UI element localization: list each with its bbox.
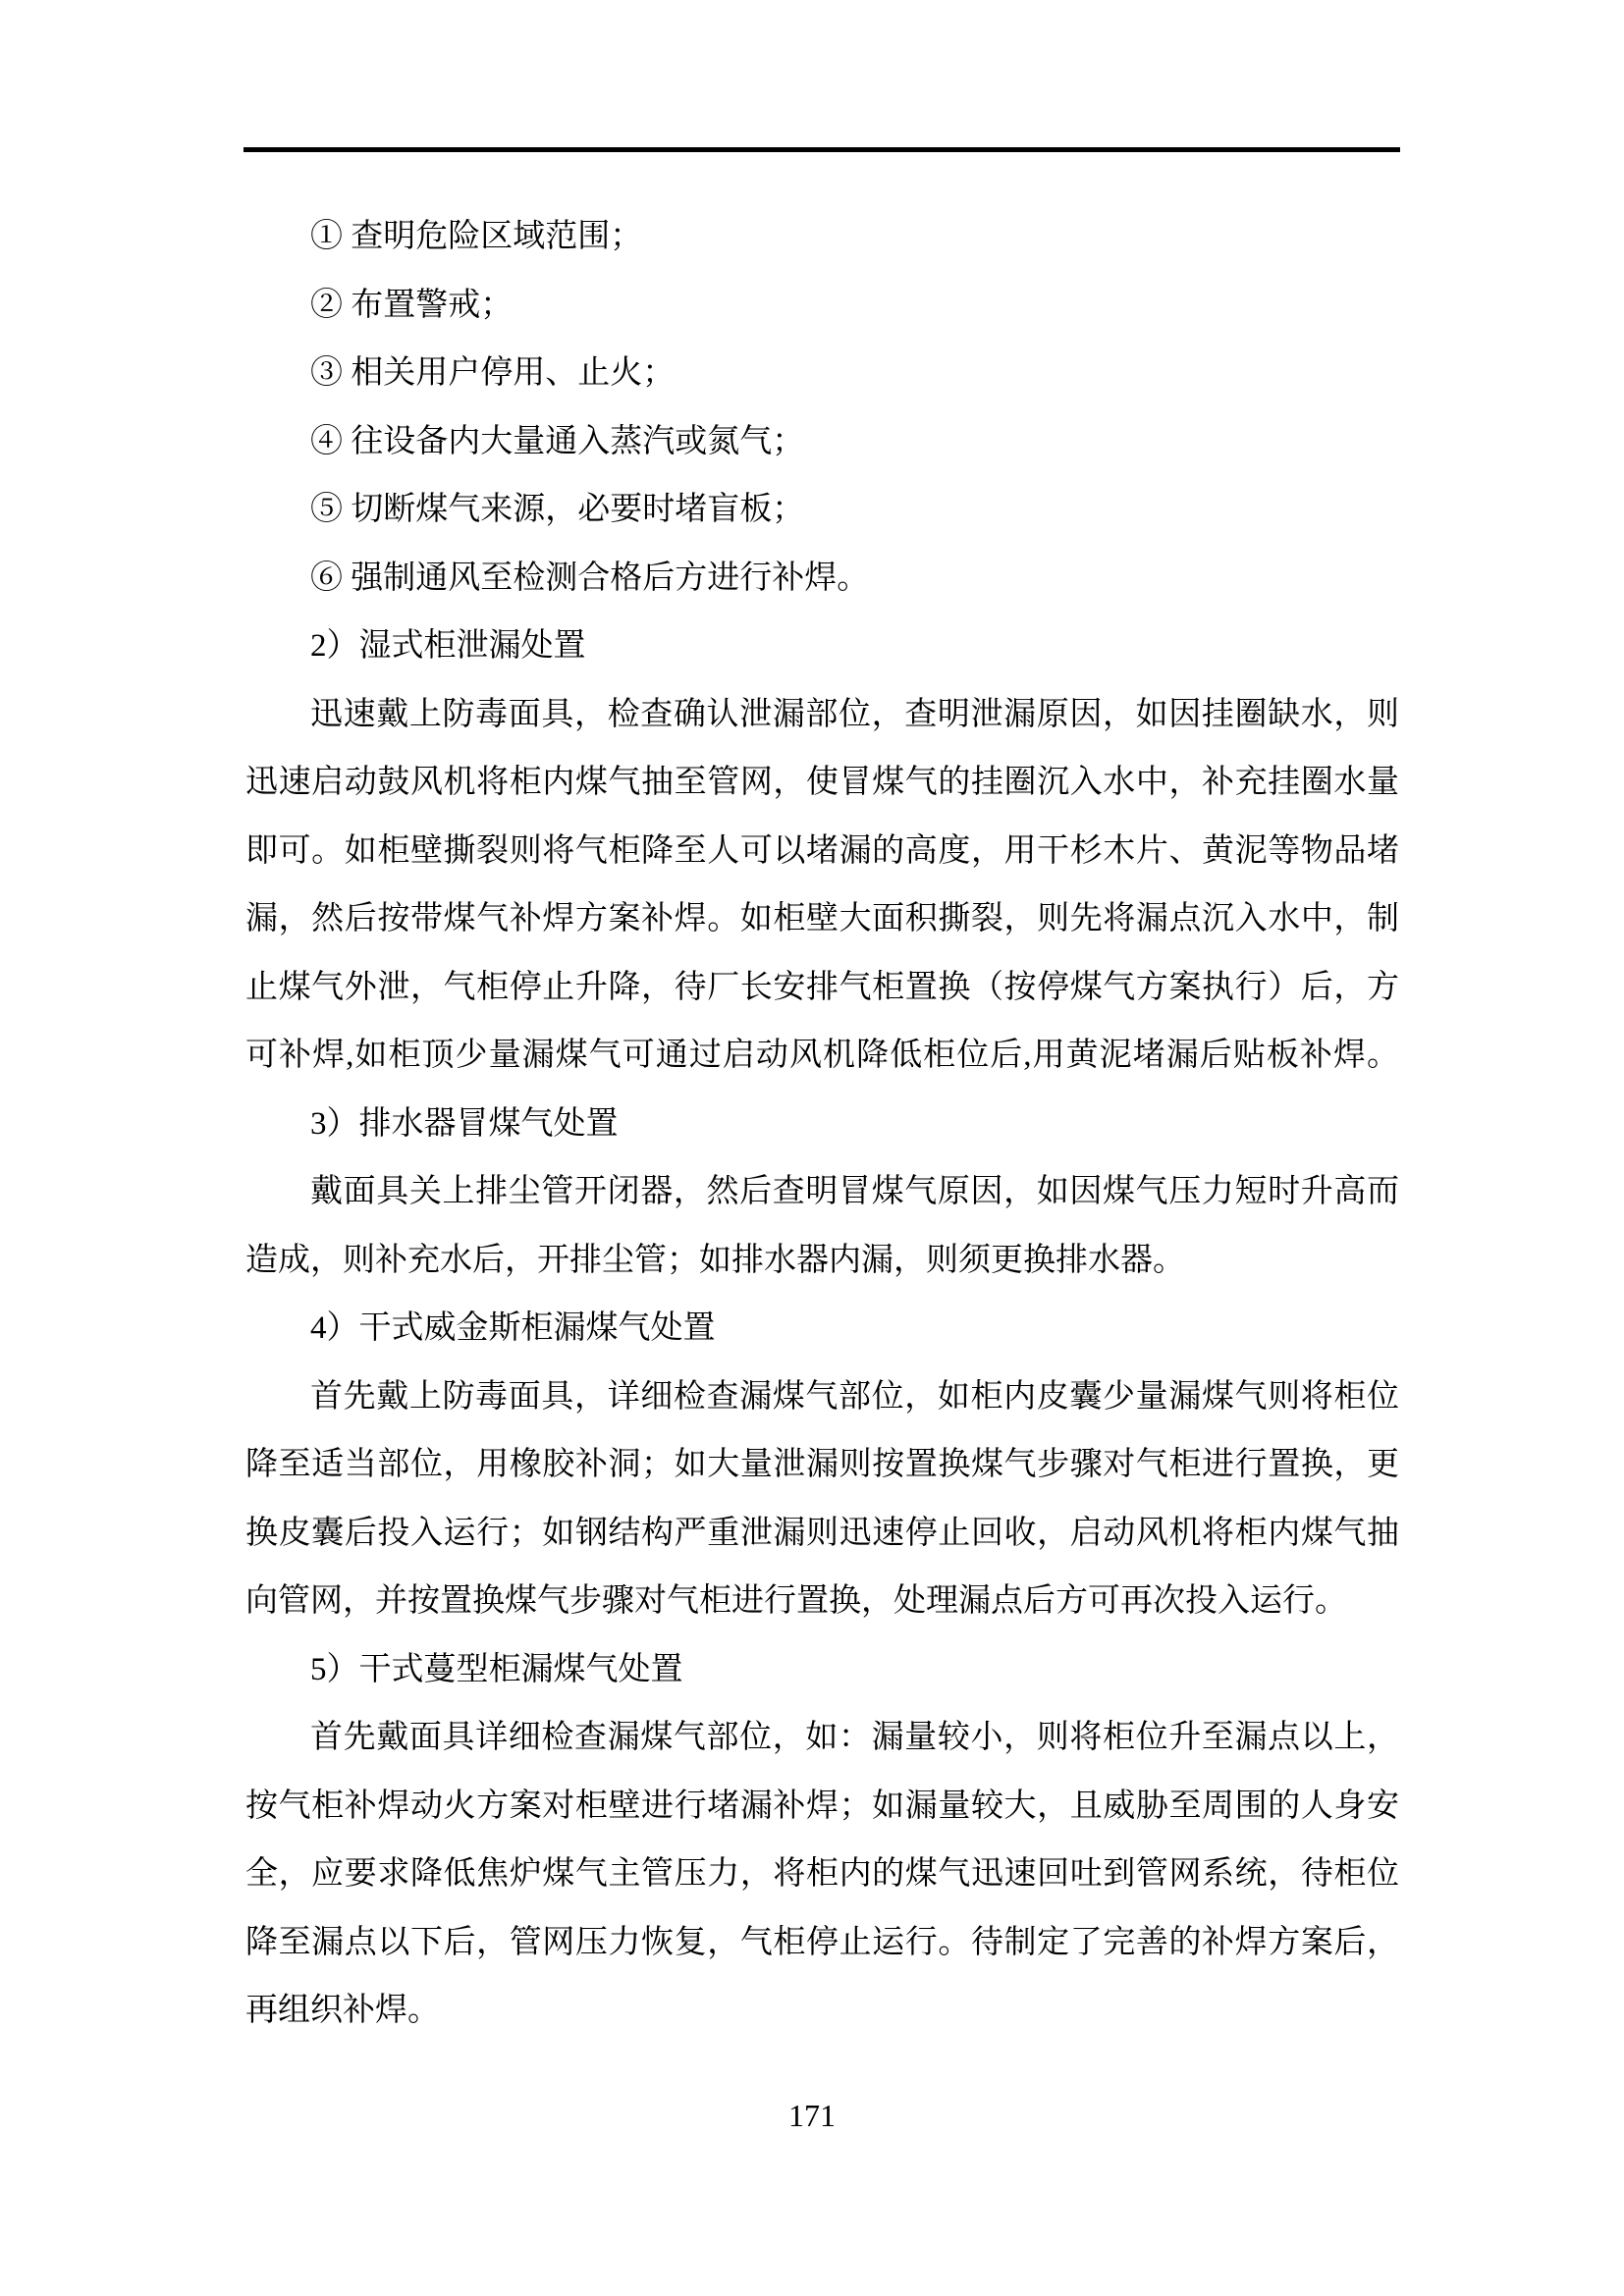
header-rule	[244, 147, 1400, 152]
text-line: 向管网，并按置换煤气步骤对气柜进行置换，处理漏点后方可再次投入运行。	[245, 1583, 1347, 1619]
text-line: 造成，则补充水后，开排尘管；如排水器内漏，则须更换排水器。	[245, 1242, 1185, 1278]
text-line: 可补焊,如柜顶少量漏煤气可通过启动风机降低柜位后,用黄泥堵漏后贴板补焊。	[245, 1038, 1399, 1073]
text-line: 按气柜补焊动火方案对柜壁进行堵漏补焊；如漏量较大，且威胁至周围的人身安	[245, 1788, 1399, 1824]
text-line: 降至漏点以下后，管网压力恢复，气柜停止运行。待制定了完善的补焊方案后，	[245, 1924, 1399, 1960]
page-number: 171	[788, 2098, 836, 2133]
text-line: 即可。如柜壁撕裂则将气柜降至人可以堵漏的高度，用干杉木片、黄泥等物品堵	[245, 832, 1399, 869]
text-line: ⑥ 强制通风至检测合格后方进行补焊。	[310, 560, 870, 596]
text-line: 戴面具关上排尘管开闭器，然后查明冒煤气原因，如因煤气压力短时升高而	[310, 1174, 1399, 1209]
text-line: 漏，然后按带煤气补焊方案补焊。如柜壁大面积撕裂，则先将漏点沉入水中，制	[245, 901, 1399, 936]
text-line: 全，应要求降低焦炉煤气主管压力，将柜内的煤气迅速回吐到管网系统，待柜位	[245, 1856, 1399, 1892]
body-text	[245, 203, 1399, 2046]
text-line: 首先戴面具详细检查漏煤气部位，如：漏量较小，则将柜位升至漏点以上，	[310, 1720, 1399, 1755]
text-line: 5）干式蔓型柜漏煤气处置	[310, 1651, 683, 1687]
text-line: 迅速戴上防毒面具，检查确认泄漏部位，查明泄漏原因，如因挂圈缺水，则	[310, 696, 1399, 732]
text-line: ① 查明危险区域范围；	[310, 219, 643, 254]
text-line: 降至适当部位，用橡胶补洞；如大量泄漏则按置换煤气步骤对气柜进行置换，更	[245, 1447, 1399, 1482]
text-line: ② 布置警戒；	[310, 287, 514, 323]
text-line: 再组织补焊。	[245, 1993, 440, 2028]
text-line: 首先戴上防毒面具，详细检查漏煤气部位，如柜内皮囊少量漏煤气则将柜位	[310, 1378, 1399, 1415]
text-line: ③ 相关用户停用、止火；	[310, 355, 676, 391]
text-line: 换皮囊后投入运行；如钢结构严重泄漏则迅速停止回收，启动风机将柜内煤气抽	[245, 1515, 1399, 1551]
text-line: 4）干式威金斯柜漏煤气处置	[310, 1310, 716, 1346]
text-line: 止煤气外泄，气柜停止升降，待厂长安排气柜置换（按停煤气方案执行）后，方	[245, 969, 1399, 1005]
text-line: 3）排水器冒煤气处置	[310, 1105, 619, 1142]
text-line: ⑤ 切断煤气来源，必要时堵盲板；	[310, 492, 805, 527]
text-line: ④ 往设备内大量通入蒸汽或氮气；	[310, 423, 805, 459]
text-line: 2）湿式柜泄漏处置	[310, 628, 586, 664]
text-line: 迅速启动鼓风机将柜内煤气抽至管网，使冒煤气的挂圈沉入水中，补充挂圈水量	[245, 765, 1399, 800]
